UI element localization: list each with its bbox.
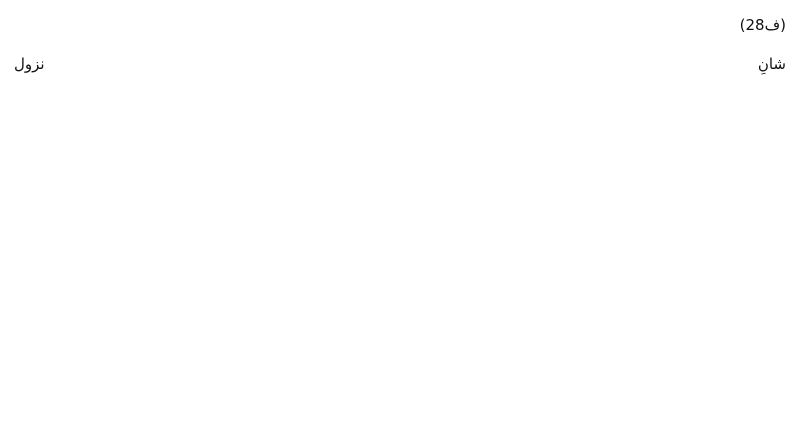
text-line-11 — [10, 391, 786, 430]
text-line-1 — [10, 6, 786, 45]
text-line-7 — [10, 237, 786, 276]
text-line-8 — [10, 276, 786, 315]
text-line-9 — [10, 314, 786, 353]
text-line-2 — [10, 45, 786, 84]
shan-e-nuzool-label: شانِ نزول — [14, 54, 786, 73]
text-line-5 — [10, 160, 786, 199]
urdu-commentary-paragraph — [10, 6, 786, 430]
footnote-marker: (ف28) — [739, 16, 786, 34]
text-line-6 — [10, 199, 786, 238]
text-line-10 — [10, 353, 786, 392]
text-line-4 — [10, 122, 786, 161]
text-line-3 — [10, 83, 786, 122]
